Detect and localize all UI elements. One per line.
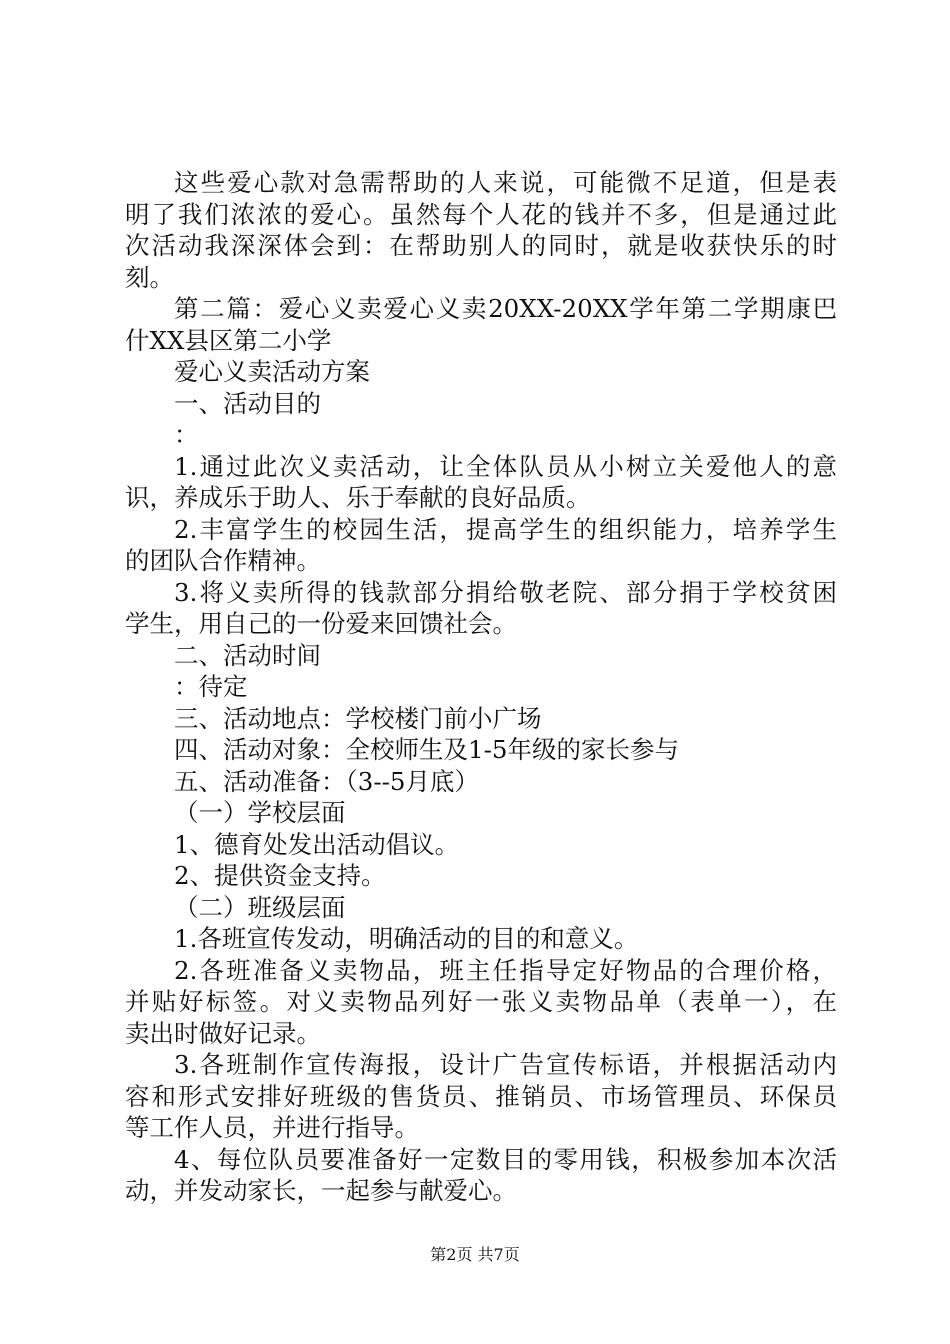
list-item-line: 等工作人员，并进行指导。 [125,1113,419,1142]
list-item-line: 容和形式安排好班级的售货员、推销员、市场管理员、环保员 [125,1081,837,1111]
list-item-line: 1.各班宣传发动，明确活动的目的和意义。 [174,924,639,953]
paragraph-line: ： [174,420,199,449]
list-item-line: 4、每位队员要准备好一定数目的零用钱，积极参加本次活 [174,1144,837,1174]
section-title-line: 第二篇：爱心义卖爱心义卖20XX-20XX学年第二学期康巴 [174,294,837,323]
paragraph-line: 明了我们浓浓的爱心。虽然每个人花的钱并不多，但是通过此 [125,199,837,229]
paragraph-line: 刻。 [125,262,174,292]
list-item-line: 动，并发动家长，一起参与献爱心。 [125,1176,517,1205]
list-item-line: 1、德育处发出活动倡议。 [174,829,460,859]
list-item-line: 1.通过此次义卖活动，让全体队员从小树立关爱他人的意 [174,451,837,481]
subheading-school: （一）学校层面 [174,798,346,827]
list-item-line: 的团队合作精神。 [125,546,321,575]
section-title-line: 什XX县区第二小学 [125,325,332,355]
paragraph-line: 次活动我深深体会到：在帮助别人的同时，就是收获快乐的时 [125,231,837,260]
page-footer: 第2页 共7页 [430,1245,520,1264]
heading-preparation: 五、活动准备：（3--5月底） [174,766,479,796]
heading-location: 三、活动地点：学校楼门前小广场 [174,703,542,733]
list-item-line: 学生，用自己的一份爱来回馈社会。 [125,609,517,638]
paragraph-line: 这些爱心款对急需帮助的人来说，可能微不足道，但是表 [174,168,837,197]
heading-time: 二、活动时间 [174,640,321,670]
list-item-line: 2、提供资金支持。 [174,861,386,890]
list-item-line: 2.丰富学生的校园生活，提高学生的组织能力，培养学生 [174,514,837,544]
heading-purpose: 一、活动目的 [174,388,321,418]
list-item-line: 2.各班准备义卖物品，班主任指导定好物品的合理价格， [174,955,837,985]
plan-title: 爱心义卖活动方案 [174,357,370,386]
document-body [125,167,837,1207]
list-item-line: 并贴好标签。对义卖物品列好一张义卖物品单（表单一），在 [125,987,837,1016]
list-item-line: 3.各班制作宣传海报，设计广告宣传标语，并根据活动内 [174,1050,837,1079]
list-item-line: 识，养成乐于助人、乐于奉献的良好品质。 [125,483,591,512]
paragraph-line: ：待定 [174,672,248,701]
subheading-class: （二）班级层面 [174,892,346,922]
list-item-line: 卖出时做好记录。 [125,1018,321,1048]
list-item-line: 3.将义卖所得的钱款部分捐给敬老院、部分捐于学校贫困 [174,577,837,607]
heading-participants: 四、活动对象：全校师生及1-5年级的家长参与 [174,735,679,764]
